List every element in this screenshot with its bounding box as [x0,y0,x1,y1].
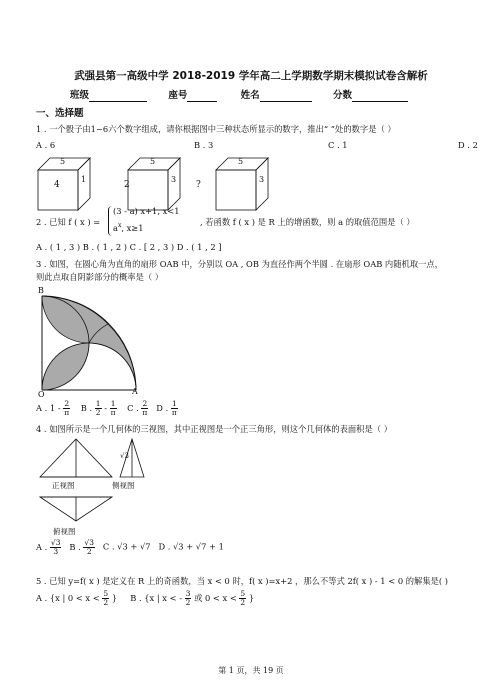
cube2-top: 5 [150,157,156,166]
q1-stem: 1 . 一个骰子由1~6六个数字组成，请你根据图中三种状态所显示的数字，推出“ ”处的数字是（ ） [36,124,396,134]
side-view-height-mark: √3 [120,452,129,460]
cube1-top: 5 [60,157,66,166]
q2-options[interactable]: A . ( 1 , 3 ) B . ( 1 , 2 ) C . [ 2 , 3 ) D . ( 1 , 2 ] [36,242,222,252]
num: 1 [95,399,101,408]
q5-opt-b-frac1 [185,590,192,606]
q2-piece2-base: a [113,222,118,233]
num: 1 [110,399,116,408]
q3-label-b: B [38,286,44,295]
q3-option-d[interactable] [156,399,178,417]
q1-option-b[interactable]: B . 3 [194,140,214,150]
q4-option-d[interactable]: D . √3 + √7 + 1 [158,541,224,552]
q2-piece1: (3 - a) x+1, x<1 [113,206,180,216]
q3-opt-b-minus: - [104,402,108,413]
q2-piece2-exp: x [117,222,122,229]
num: 5 [103,589,109,598]
q5-stem: 5 . 已知 y=f( x ) 是定义在 R 上的奇函数，当 x < 0 时，f( x )=x+2 ，那么不等式 2f( x ) - 1 < 0 的解集是( ) [36,576,449,586]
q2-piece2-rest: , x≥1 [121,222,144,233]
q5-options [36,590,254,606]
section-choice-title: 一、选择题 [36,108,84,119]
q5-opt-b-mid: 或 0 < x < [194,592,237,603]
q3-opt-b-frac1 [95,400,102,416]
q3-option-c[interactable] [127,399,148,417]
shaded-right-region [89,324,136,390]
seat-label: 座号 [168,90,188,101]
center-lens-fill [42,343,89,390]
q1-option-c[interactable]: C . 1 [328,140,348,150]
cube2-side: 3 [171,175,177,184]
cube2-front: 2 [124,180,130,190]
q3-opt-c-pre: C . [127,402,139,413]
cube1-front: 4 [54,180,60,190]
cube3-side: 3 [259,175,265,184]
front-view [40,439,112,477]
den: 2 [86,546,92,556]
den: π [110,407,116,417]
name-blank[interactable] [260,91,312,102]
q3-opt-b-pre: B . [80,402,93,413]
den: 2 [95,407,101,417]
den: 2 [240,597,246,607]
score-blank[interactable] [352,91,408,102]
q1-option-a[interactable]: A . 6 [36,140,56,150]
front-view-caption: 正视图 [52,481,75,490]
q5-opt-a-pre: A . {x | 0 < x < [36,592,100,603]
q3-opt-d-pre: D . [156,402,169,413]
q5-opt-a-post: } [111,592,118,603]
den: π [64,407,70,417]
top-view-caption: 俯视图 [53,527,76,536]
num: 5 [240,589,246,598]
q4-opt-b-frac [83,539,95,555]
den: π [142,407,148,417]
class-label: 班级 [70,90,90,101]
q3-opt-a-pre: A . 1 - [36,402,61,413]
num: 1 [171,399,177,408]
q5-opt-b-frac2 [239,590,246,606]
q2-piece2 [113,222,144,234]
q3-label-o: O [38,390,45,399]
score-label: 分数 [332,90,352,101]
q4-options [36,539,224,555]
q3-option-b[interactable] [80,399,117,417]
q2-suffix: , 若函数 f ( x ) 是 R 上的增函数，则 a 的取值范围是（ ） [200,217,415,227]
q3-label-a: A [132,387,138,396]
page-footer: 第 1 页，共 19 页 [218,666,284,675]
page-title: 武强县第一高级中学 2018-2019 学年高二上学期数学期末模拟试卷含解析 [74,70,428,82]
cube3-front: ? [196,180,201,190]
side-view-caption: 侧视图 [112,481,135,490]
cube3-top: 5 [238,157,244,166]
den: 3 [53,546,59,556]
den: 2 [103,597,109,607]
q2-prefix: 2 . 已知 f ( x ) = [36,217,101,227]
q1-dice-figure [36,156,296,212]
q5-opt-a-frac [102,590,109,606]
num: √3 [50,538,61,547]
q4-option-b[interactable] [69,538,95,556]
seat-blank[interactable] [187,91,217,102]
q4-opt-a-frac [50,539,62,555]
q3-opt-b-frac2 [110,400,117,416]
q5-option-b[interactable] [130,589,255,607]
q4-stem: 4 . 如图所示是一个几何体的三视图，其中正视图是一个正三角形，则这个几何体的表面积是（ ） [36,424,393,434]
q3-stem-line1: 3 . 如图，在圆心角为直角的扇形 OAB 中，分别以 OA , OB 为直径作两个半圆 . 在扇形 OAB 内随机取一点， [36,259,444,269]
name-label: 姓名 [240,90,260,101]
q4-option-c[interactable]: C . √3 + √7 [102,541,151,552]
q3-option-a[interactable] [36,399,70,417]
q1-option-d[interactable]: D . 2 [458,140,478,150]
q3-opt-d-frac [171,400,178,416]
q5-opt-b-pre: B . {x | x < - [130,592,182,603]
cube1-side: 1 [81,175,87,184]
num: 2 [142,399,148,408]
den: 2 [185,597,191,607]
q3-opt-c-frac [141,400,148,416]
student-info-fields [70,90,408,102]
q3-opt-a-frac [63,400,70,416]
num: 2 [64,399,70,408]
q3-sector-figure [36,286,146,396]
q4-option-a[interactable] [36,538,61,556]
q5-option-a[interactable] [36,589,118,607]
q5-opt-b-post: } [248,592,255,603]
den: π [171,407,177,417]
top-view [40,497,112,521]
class-blank[interactable] [89,91,147,102]
num: √3 [84,538,94,547]
num: 3 [185,589,191,598]
q4-opt-a-pre: A . [36,541,48,552]
q3-stem-line2: 则此点取自阴影部分的概率是（ ） [36,272,164,282]
q3-options [36,400,178,416]
q4-opt-b-pre: B . [69,541,81,552]
